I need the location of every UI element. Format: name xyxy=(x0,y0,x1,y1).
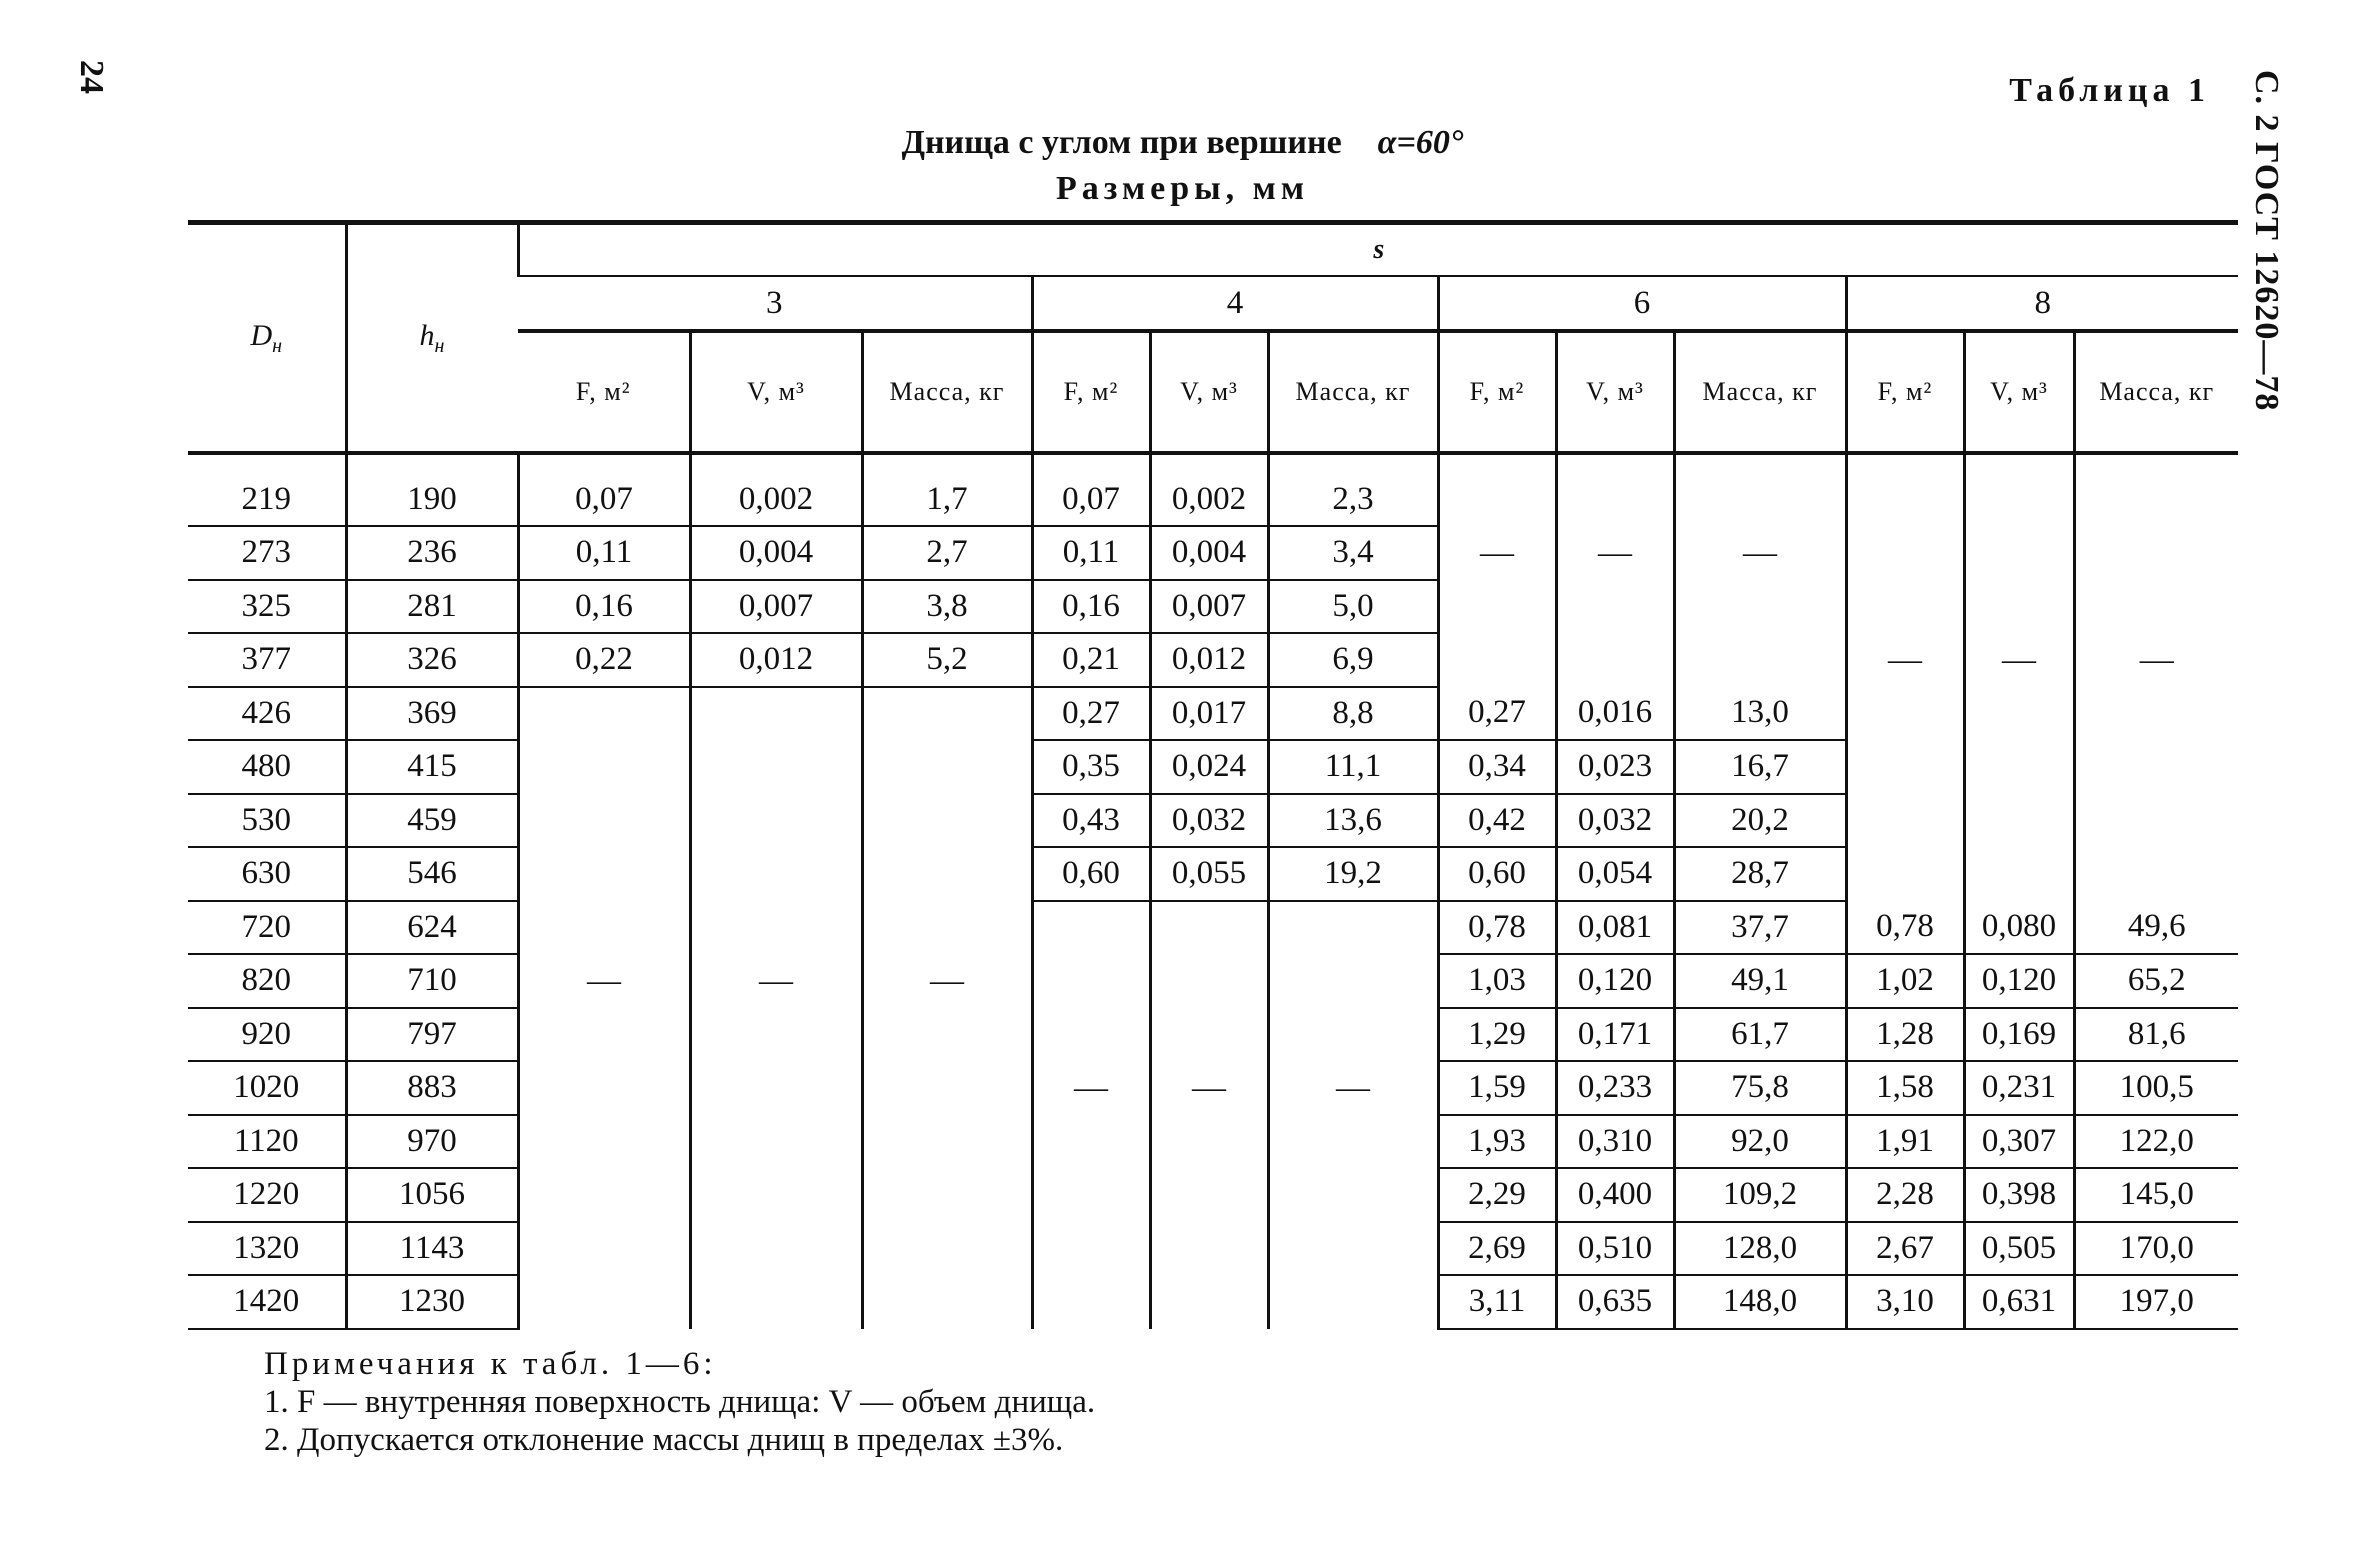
mass-cell: — xyxy=(1674,526,1846,580)
f-cell xyxy=(1846,580,1964,634)
table-row xyxy=(188,1275,2238,1329)
f-cell: 2,69 xyxy=(1438,1222,1556,1276)
v-cell: 0,023 xyxy=(1556,740,1674,794)
v-cell: 0,032 xyxy=(1150,794,1268,848)
table-row xyxy=(188,633,2238,687)
f-cell xyxy=(1032,1008,1150,1062)
v-cell xyxy=(690,1115,862,1169)
hn-cell: 546 xyxy=(346,847,518,901)
v-cell xyxy=(690,1008,862,1062)
mass-cell: 122,0 xyxy=(2074,1115,2238,1169)
hn-cell: 281 xyxy=(346,580,518,634)
f-cell: 1,59 xyxy=(1438,1061,1556,1115)
dn-cell: 820 xyxy=(188,954,346,1008)
header-hn: $h_н$ xyxy=(346,223,518,454)
table-body xyxy=(188,453,2238,1329)
v-cell: 0,004 xyxy=(690,526,862,580)
v-cell: 0,012 xyxy=(690,633,862,687)
mass-cell xyxy=(862,1008,1032,1062)
mass-cell: 13,6 xyxy=(1268,794,1438,848)
mass-cell: 197,0 xyxy=(2074,1275,2238,1329)
mass-cell: 109,2 xyxy=(1674,1168,1846,1222)
f-cell xyxy=(1438,633,1556,687)
mass-cell: 128,0 xyxy=(1674,1222,1846,1276)
mass-cell xyxy=(2074,794,2238,848)
f-cell: 0,11 xyxy=(1032,526,1150,580)
v-cell: 0,400 xyxy=(1556,1168,1674,1222)
v-cell: 0,505 xyxy=(1964,1222,2074,1276)
f-cell: 2,28 xyxy=(1846,1168,1964,1222)
notes xyxy=(264,1345,1095,1459)
v-cell: 0,017 xyxy=(1150,687,1268,741)
mass-cell xyxy=(1674,453,1846,526)
v-cell: 0,080 xyxy=(1964,901,2074,955)
dn-cell: 1320 xyxy=(188,1222,346,1276)
f-cell xyxy=(1846,687,1964,741)
v-cell: 0,032 xyxy=(1556,794,1674,848)
v-cell: 0,012 xyxy=(1150,633,1268,687)
header-v: V, м³ xyxy=(1556,331,1674,453)
v-cell xyxy=(690,1061,862,1115)
table-row xyxy=(188,1061,2238,1115)
hn-cell: 326 xyxy=(346,633,518,687)
mass-cell: 37,7 xyxy=(1674,901,1846,955)
hn-cell: 369 xyxy=(346,687,518,741)
f-cell: 1,58 xyxy=(1846,1061,1964,1115)
v-cell xyxy=(690,847,862,901)
f-cell: 0,16 xyxy=(518,580,690,634)
v-cell xyxy=(1150,1008,1268,1062)
v-cell: 0,120 xyxy=(1964,954,2074,1008)
hn-cell: 1056 xyxy=(346,1168,518,1222)
v-cell xyxy=(1150,1115,1268,1169)
f-cell: 0,43 xyxy=(1032,794,1150,848)
f-cell: 1,29 xyxy=(1438,1008,1556,1062)
f-cell: 0,78 xyxy=(1846,901,1964,955)
f-cell: 0,34 xyxy=(1438,740,1556,794)
mass-cell xyxy=(1268,1222,1438,1276)
f-cell xyxy=(518,847,690,901)
table-row xyxy=(188,687,2238,741)
v-cell xyxy=(690,794,862,848)
v-cell xyxy=(690,687,862,741)
header-mass: Масса, кг xyxy=(1268,331,1438,453)
dn-cell: 1420 xyxy=(188,1275,346,1329)
mass-cell xyxy=(2074,847,2238,901)
mass-cell xyxy=(1268,1275,1438,1329)
header-dn: $D_н$ xyxy=(188,223,346,454)
f-cell: 0,42 xyxy=(1438,794,1556,848)
mass-cell xyxy=(862,901,1032,955)
v-cell xyxy=(690,740,862,794)
f-cell: 2,29 xyxy=(1438,1168,1556,1222)
mass-cell: 20,2 xyxy=(1674,794,1846,848)
note-item: 2. Допускается отклонение массы днищ в пределах ±3%. xyxy=(264,1422,1064,1458)
f-cell xyxy=(518,687,690,741)
f-cell: 1,91 xyxy=(1846,1115,1964,1169)
f-cell xyxy=(518,901,690,955)
caption-title: Днища с углом при вершине xyxy=(901,124,1342,161)
v-cell: 0,024 xyxy=(1150,740,1268,794)
table-caption xyxy=(0,124,2365,162)
notes-title: Примечания к табл. 1—6: xyxy=(264,1346,717,1382)
f-cell: 1,03 xyxy=(1438,954,1556,1008)
mass-cell: 49,1 xyxy=(1674,954,1846,1008)
v-cell: 0,007 xyxy=(690,580,862,634)
dn-cell: 273 xyxy=(188,526,346,580)
v-cell: 0,171 xyxy=(1556,1008,1674,1062)
table-row xyxy=(188,526,2238,580)
f-cell xyxy=(1846,794,1964,848)
f-cell xyxy=(1032,1168,1150,1222)
dn-cell: 426 xyxy=(188,687,346,741)
v-cell: — xyxy=(1556,526,1674,580)
hn-cell: 797 xyxy=(346,1008,518,1062)
mass-cell xyxy=(2074,687,2238,741)
header-f: F, м² xyxy=(518,331,690,453)
mass-cell xyxy=(2074,580,2238,634)
mass-cell xyxy=(1268,1115,1438,1169)
mass-cell: 170,0 xyxy=(2074,1222,2238,1276)
mass-cell: 148,0 xyxy=(1674,1275,1846,1329)
table-row xyxy=(188,954,2238,1008)
f-cell xyxy=(1032,901,1150,955)
f-cell xyxy=(1846,453,1964,526)
hn-cell: 415 xyxy=(346,740,518,794)
header-mass: Масса, кг xyxy=(2074,331,2238,453)
mass-cell xyxy=(862,794,1032,848)
header-thickness-8: 8 xyxy=(1846,276,2238,331)
v-cell xyxy=(1964,580,2074,634)
dn-cell: 1120 xyxy=(188,1115,346,1169)
v-cell: 0,635 xyxy=(1556,1275,1674,1329)
dn-cell: 720 xyxy=(188,901,346,955)
v-cell xyxy=(1556,453,1674,526)
v-cell: 0,055 xyxy=(1150,847,1268,901)
f-cell xyxy=(518,1275,690,1329)
v-cell xyxy=(1150,954,1268,1008)
mass-cell: — xyxy=(2074,633,2238,687)
f-cell xyxy=(518,1061,690,1115)
v-cell: 0,233 xyxy=(1556,1061,1674,1115)
mass-cell: 3,4 xyxy=(1268,526,1438,580)
f-cell: — xyxy=(1438,526,1556,580)
header-thickness-6: 6 xyxy=(1438,276,1846,331)
v-cell xyxy=(1150,901,1268,955)
hn-cell: 883 xyxy=(346,1061,518,1115)
v-cell xyxy=(1964,740,2074,794)
v-cell xyxy=(1556,580,1674,634)
f-cell xyxy=(1846,847,1964,901)
mass-cell: — xyxy=(1268,1061,1438,1115)
mass-cell xyxy=(1268,901,1438,955)
mass-cell: 1,7 xyxy=(862,453,1032,526)
v-cell: 0,081 xyxy=(1556,901,1674,955)
note-item: 1. F — внутренняя поверхность днища: V — объем днища. xyxy=(264,1384,1096,1420)
f-cell: 0,35 xyxy=(1032,740,1150,794)
mass-cell xyxy=(862,740,1032,794)
mass-cell xyxy=(2074,453,2238,526)
v-cell: 0,510 xyxy=(1556,1222,1674,1276)
f-cell xyxy=(1846,740,1964,794)
f-cell: 0,27 xyxy=(1032,687,1150,741)
f-cell: 0,60 xyxy=(1032,847,1150,901)
v-cell xyxy=(1150,1222,1268,1276)
f-cell xyxy=(1438,580,1556,634)
mass-cell: 3,8 xyxy=(862,580,1032,634)
caption-subtitle: Размеры, мм xyxy=(1056,170,1309,207)
hn-cell: 190 xyxy=(346,453,518,526)
mass-cell: 2,7 xyxy=(862,526,1032,580)
mass-cell: 28,7 xyxy=(1674,847,1846,901)
mass-cell xyxy=(862,1168,1032,1222)
mass-cell xyxy=(862,1222,1032,1276)
mass-cell xyxy=(1268,1168,1438,1222)
v-cell: — xyxy=(1964,633,2074,687)
dn-cell: 377 xyxy=(188,633,346,687)
table-label: Таблица 1 xyxy=(2009,72,2210,109)
f-cell xyxy=(1846,526,1964,580)
hn-cell: 624 xyxy=(346,901,518,955)
table-row xyxy=(188,1222,2238,1276)
v-cell xyxy=(1150,1275,1268,1329)
v-cell xyxy=(690,901,862,955)
v-cell xyxy=(1964,526,2074,580)
f-cell xyxy=(1438,453,1556,526)
f-cell: 0,07 xyxy=(1032,453,1150,526)
v-cell: 0,398 xyxy=(1964,1168,2074,1222)
f-cell: 3,10 xyxy=(1846,1275,1964,1329)
mass-cell xyxy=(862,1061,1032,1115)
v-cell: 0,120 xyxy=(1556,954,1674,1008)
mass-cell xyxy=(862,1115,1032,1169)
f-cell xyxy=(518,1222,690,1276)
mass-cell: 100,5 xyxy=(2074,1061,2238,1115)
f-cell xyxy=(1032,1275,1150,1329)
mass-cell: 5,2 xyxy=(862,633,1032,687)
table-row xyxy=(188,1008,2238,1062)
mass-cell xyxy=(2074,740,2238,794)
hn-cell: 236 xyxy=(346,526,518,580)
mass-cell: 75,8 xyxy=(1674,1061,1846,1115)
f-cell xyxy=(518,740,690,794)
dn-cell: 480 xyxy=(188,740,346,794)
f-cell: 1,02 xyxy=(1846,954,1964,1008)
mass-cell xyxy=(1674,633,1846,687)
mass-cell: 16,7 xyxy=(1674,740,1846,794)
v-cell: 0,016 xyxy=(1556,687,1674,741)
dimensions-table xyxy=(188,220,2238,1330)
v-cell: 0,002 xyxy=(1150,453,1268,526)
v-cell: 0,002 xyxy=(690,453,862,526)
mass-cell: 145,0 xyxy=(2074,1168,2238,1222)
table-row xyxy=(188,580,2238,634)
dn-cell: 219 xyxy=(188,453,346,526)
f-cell: — xyxy=(1846,633,1964,687)
v-cell: 0,231 xyxy=(1964,1061,2074,1115)
v-cell xyxy=(1964,687,2074,741)
f-cell xyxy=(518,1168,690,1222)
v-cell xyxy=(1150,1168,1268,1222)
dn-cell: 630 xyxy=(188,847,346,901)
mass-cell xyxy=(2074,526,2238,580)
v-cell: 0,169 xyxy=(1964,1008,2074,1062)
running-header: С. 2 ГОСТ 12620—78 xyxy=(2248,70,2285,412)
v-cell: — xyxy=(690,954,862,1008)
table-row xyxy=(188,794,2238,848)
header-v: V, м³ xyxy=(690,331,862,453)
v-cell xyxy=(1964,847,2074,901)
mass-cell: 49,6 xyxy=(2074,901,2238,955)
v-cell: 0,307 xyxy=(1964,1115,2074,1169)
dimensions-table-container xyxy=(188,220,2238,1330)
header-f: F, м² xyxy=(1846,331,1964,453)
mass-cell: 11,1 xyxy=(1268,740,1438,794)
f-cell: 2,67 xyxy=(1846,1222,1964,1276)
mass-cell: 2,3 xyxy=(1268,453,1438,526)
table-row xyxy=(188,901,2238,955)
v-cell xyxy=(690,1222,862,1276)
f-cell: 0,21 xyxy=(1032,633,1150,687)
mass-cell xyxy=(1674,580,1846,634)
mass-cell: 65,2 xyxy=(2074,954,2238,1008)
f-cell: 0,22 xyxy=(518,633,690,687)
mass-cell: 92,0 xyxy=(1674,1115,1846,1169)
header-v: V, м³ xyxy=(1150,331,1268,453)
v-cell: 0,007 xyxy=(1150,580,1268,634)
dn-cell: 530 xyxy=(188,794,346,848)
v-cell xyxy=(1964,453,2074,526)
mass-cell: 61,7 xyxy=(1674,1008,1846,1062)
table-row xyxy=(188,740,2238,794)
f-cell xyxy=(1032,1222,1150,1276)
hn-cell: 970 xyxy=(346,1115,518,1169)
v-cell xyxy=(690,1275,862,1329)
mass-cell: — xyxy=(862,954,1032,1008)
f-cell: — xyxy=(1032,1061,1150,1115)
v-cell: 0,631 xyxy=(1964,1275,2074,1329)
header-f: F, м² xyxy=(1032,331,1150,453)
mass-cell xyxy=(1268,1008,1438,1062)
f-cell xyxy=(518,1008,690,1062)
dn-cell: 1220 xyxy=(188,1168,346,1222)
v-cell xyxy=(690,1168,862,1222)
mass-cell xyxy=(862,687,1032,741)
hn-cell: 1230 xyxy=(346,1275,518,1329)
hn-cell: 1143 xyxy=(346,1222,518,1276)
table-row xyxy=(188,847,2238,901)
header-mass: Масса, кг xyxy=(1674,331,1846,453)
v-cell xyxy=(1964,794,2074,848)
f-cell: 1,93 xyxy=(1438,1115,1556,1169)
v-cell xyxy=(1556,633,1674,687)
mass-cell xyxy=(862,847,1032,901)
dn-cell: 1020 xyxy=(188,1061,346,1115)
header-f: F, м² xyxy=(1438,331,1556,453)
mass-cell: 19,2 xyxy=(1268,847,1438,901)
mass-cell: 5,0 xyxy=(1268,580,1438,634)
f-cell xyxy=(518,1115,690,1169)
v-cell: 0,310 xyxy=(1556,1115,1674,1169)
caption-angle: α=60° xyxy=(1377,124,1464,161)
header-thickness-3: 3 xyxy=(518,276,1032,331)
mass-cell: 6,9 xyxy=(1268,633,1438,687)
table-row xyxy=(188,1168,2238,1222)
f-cell: 0,07 xyxy=(518,453,690,526)
hn-cell: 710 xyxy=(346,954,518,1008)
f-cell: 1,28 xyxy=(1846,1008,1964,1062)
f-cell xyxy=(1032,954,1150,1008)
header-v: V, м³ xyxy=(1964,331,2074,453)
page-number: 24 xyxy=(73,60,110,94)
f-cell: — xyxy=(518,954,690,1008)
f-cell: 3,11 xyxy=(1438,1275,1556,1329)
mass-cell xyxy=(862,1275,1032,1329)
header-mass: Масса, кг xyxy=(862,331,1032,453)
f-cell: 0,27 xyxy=(1438,687,1556,741)
f-cell xyxy=(518,794,690,848)
dn-cell: 920 xyxy=(188,1008,346,1062)
mass-cell: 8,8 xyxy=(1268,687,1438,741)
mass-cell: 13,0 xyxy=(1674,687,1846,741)
v-cell: — xyxy=(1150,1061,1268,1115)
dn-cell: 325 xyxy=(188,580,346,634)
f-cell: 0,11 xyxy=(518,526,690,580)
v-cell: 0,004 xyxy=(1150,526,1268,580)
mass-cell xyxy=(1268,954,1438,1008)
table-row xyxy=(188,1115,2238,1169)
f-cell: 0,16 xyxy=(1032,580,1150,634)
header-thickness-4: 4 xyxy=(1032,276,1438,331)
table-row xyxy=(188,453,2238,526)
mass-cell: 81,6 xyxy=(2074,1008,2238,1062)
header-s: s xyxy=(518,223,2238,277)
f-cell: 0,60 xyxy=(1438,847,1556,901)
f-cell: 0,78 xyxy=(1438,901,1556,955)
f-cell xyxy=(1032,1115,1150,1169)
v-cell: 0,054 xyxy=(1556,847,1674,901)
hn-cell: 459 xyxy=(346,794,518,848)
